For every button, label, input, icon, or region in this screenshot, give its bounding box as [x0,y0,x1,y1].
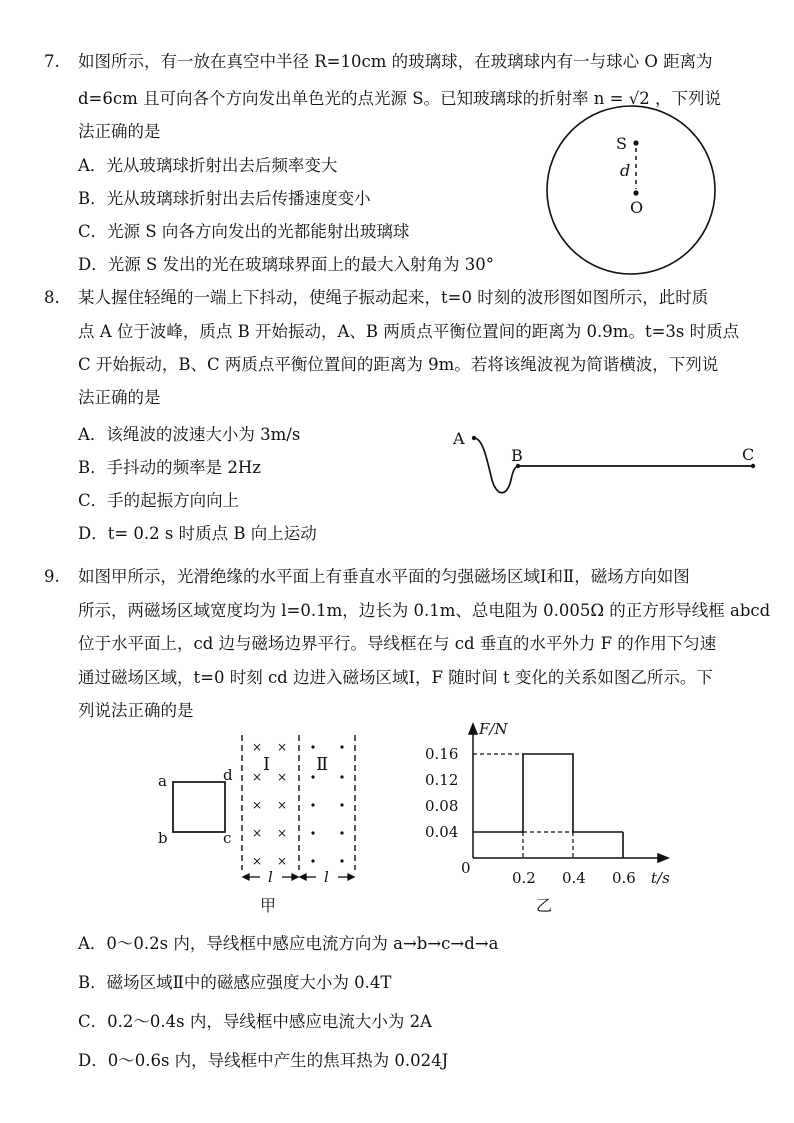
y-tick-label: 0.08 [425,797,459,815]
arrow-head [348,874,354,880]
y-tick-label: 0.12 [425,771,459,789]
q9-stem-line5: 列说法正确的是 [78,701,194,720]
q7-stem-line2: d=6cm 且可向各个方向发出单色光的点光源 S。已知玻璃球的折射率 n = √2 ，下列说 [78,89,722,108]
cross-mark: × [276,770,288,784]
y-tick-label: 0.04 [425,823,459,841]
width-label-1: l [268,868,273,886]
force-step-series [473,754,623,832]
origin-label: 0 [461,859,471,877]
q7-option-c: C．光源 S 向各方向发出的光都能射出玻璃球 [78,222,410,241]
cross-mark: × [251,826,263,840]
cross-mark: × [251,798,263,812]
q8-option-c: C．手的起振方向向上 [78,491,240,510]
region-1-label: Ⅰ [263,754,271,775]
point-c [751,464,755,468]
q7-number: 7. [44,52,60,71]
q8-number: 8. [44,288,60,307]
q7-option-b: B．光从玻璃球折射出去后传播速度变小 [78,189,371,208]
q9-option-b: B．磁场区域Ⅱ中的磁感应强度大小为 0.4T [78,973,392,992]
q8-rope-wave-figure [445,425,765,505]
cross-mark: × [251,740,263,754]
cross-mark: × [276,798,288,812]
cross-mark: × [251,854,263,868]
label-a: A [453,429,465,448]
q8-stem-line3: C 开始振动，B、C 两质点平衡位置间的距离为 9m。若将该绳波视为简谐横波，下列说 [78,355,719,374]
region-2-label: Ⅱ [316,754,329,775]
dot-mark [311,859,314,862]
label-a: a [158,772,167,790]
light-source-point [633,140,638,145]
x-tick-label: 0.2 [512,869,536,887]
q9-stem-line1: 如图甲所示，光滑绝缘的水平面上有垂直水平面的匀强磁场区域Ⅰ和Ⅱ，磁场方向如图 [78,567,690,586]
q9-option-c: C．0.2～0.4s 内，导线框中感应电流大小为 2A [78,1012,432,1031]
label-d: d [223,766,233,784]
label-s: S [616,134,627,153]
label-o: O [630,198,644,217]
arrow-head [243,874,249,880]
cross-mark: × [276,740,288,754]
q9-figure-jia [150,730,380,920]
arrow-head [292,874,298,880]
label-b: B [511,446,523,465]
label-d: d [620,161,631,180]
point-a [472,436,476,440]
q7-option-d: D．光源 S 发出的光在玻璃球界面上的最大入射角为 30° [78,255,495,274]
y-axis-arrow [469,724,477,734]
q9-number: 9. [44,567,60,586]
q9-stem-line3: 位于水平面上，cd 边与磁场边界平行。导线框在与 cd 垂直的水平外力 F 的作用下匀速 [78,634,717,653]
cross-mark: × [251,770,263,784]
q8-stem-line1: 某人握住轻绳的一端上下抖动，使绳子振动起来，t=0 时刻的波形图如图所示，此时质 [78,288,709,307]
x-axis-label: t/s [651,869,670,887]
q9-option-a: A．0～0.2s 内，导线框中感应电流方向为 a→b→c→d→a [78,934,499,953]
glass-sphere-circle [547,106,715,274]
cross-mark: × [276,826,288,840]
wire-frame-abcd [173,782,225,832]
label-c: C [742,445,755,464]
q8-option-a: A．该绳波的波速大小为 3m/s [78,425,301,444]
figure-caption-jia: 甲 [260,896,277,915]
q9-stem-line2: 所示，两磁场区域宽度均为 l=0.1m，边长为 0.1m、总电阻为 0.005Ω 的正方形导线框 abcd [78,601,771,620]
q8-stem-line4: 法正确的是 [78,388,161,407]
x-tick-label: 0.4 [562,869,586,887]
q8-option-d: D．t= 0.2 s 时质点 B 向上运动 [78,524,317,543]
arrow-head [300,874,306,880]
q9-figure-yi-force-time-chart [415,715,685,915]
label-c: c [223,829,232,847]
dot-mark [311,803,314,806]
figure-caption-yi: 乙 [536,896,553,915]
label-b: b [158,829,168,847]
width-label-2: l [324,868,329,886]
q7-stem-line1: 如图所示，有一放在真空中半径 R=10cm 的玻璃球，在玻璃球内有一与球心 O 距离为 [78,52,713,71]
x-axis-arrow [658,854,668,862]
width-dimension-arrows [243,874,354,880]
dot-mark [340,859,343,862]
dot-mark [340,831,343,834]
sphere-center-point [633,190,638,195]
dot-mark [311,745,314,748]
chart-axes [469,724,668,862]
q9-option-d: D．0～0.6s 内，导线框中产生的焦耳热为 0.024J [78,1051,449,1070]
q7-stem-line3: 法正确的是 [78,122,161,141]
dot-mark [340,803,343,806]
x-tick-label: 0.6 [612,869,636,887]
dot-mark [311,831,314,834]
dot-mark [311,775,314,778]
q8-option-b: B．手抖动的频率是 2Hz [78,458,261,477]
dot-mark [340,775,343,778]
q7-option-a: A．光从玻璃球折射出去后频率变大 [78,156,338,175]
q7-glass-sphere-figure [540,105,740,275]
dot-mark [340,745,343,748]
y-tick-label: 0.16 [425,745,459,763]
q8-stem-line2: 点 A 位于波峰，质点 B 开始振动，A、B 两质点平衡位置间的距离为 0.9m。t=3s 时质点 [78,322,740,341]
q9-stem-line4: 通过磁场区域，t=0 时刻 cd 边进入磁场区域Ⅰ，F 随时间 t 变化的关系如图乙所示。下 [78,668,713,687]
cross-mark: × [276,854,288,868]
chart-marks [425,745,636,887]
y-axis-label: F/N [479,720,508,738]
